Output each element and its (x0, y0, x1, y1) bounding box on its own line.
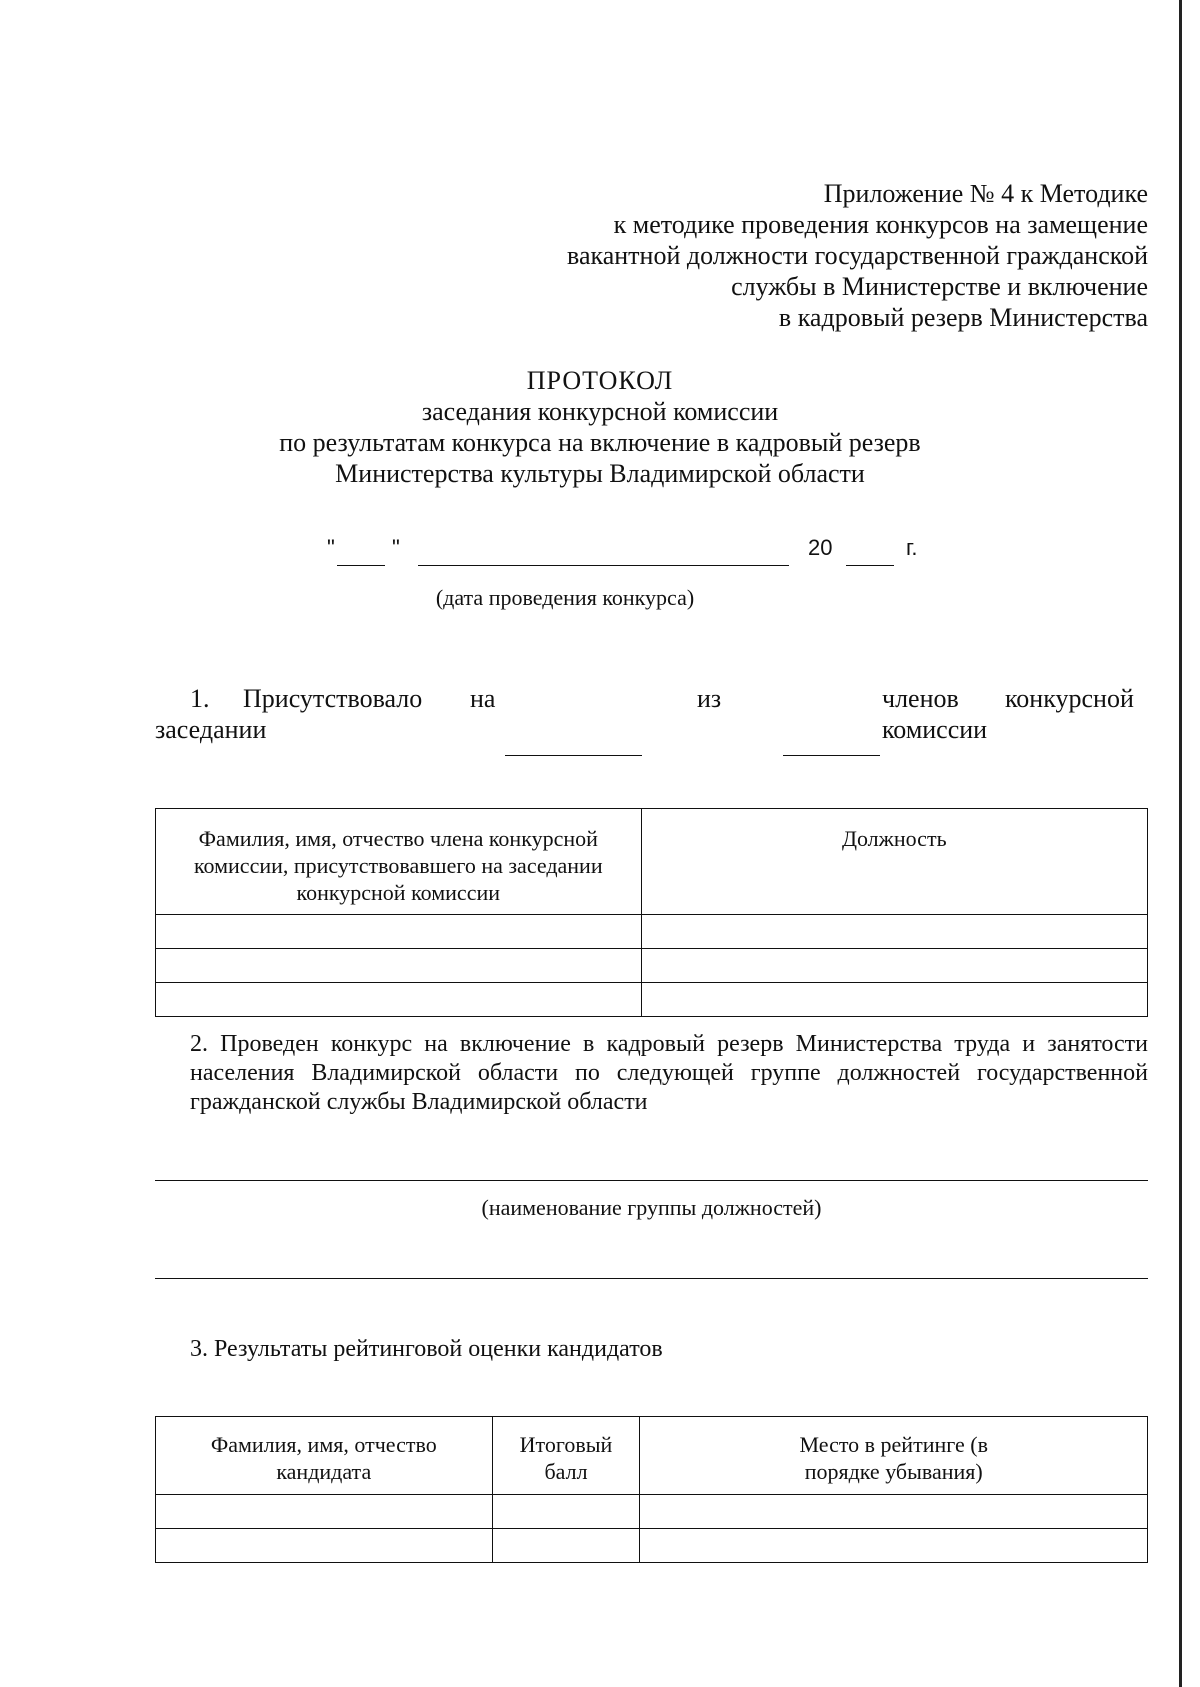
total-count-blank (783, 755, 880, 756)
year-prefix: 20 (808, 535, 833, 560)
table-cell[interactable] (156, 1529, 493, 1563)
table-cell[interactable] (641, 983, 1147, 1017)
table-cell[interactable] (156, 949, 642, 983)
rating-table (155, 1416, 1148, 1563)
protocol-subtitle-line: заседания конкурсной комиссии (421, 397, 779, 426)
section-1-word-commission: комиссии (882, 715, 988, 744)
appendix-line: в кадровый резерв Министерства (778, 303, 1148, 332)
position-group-blank-2 (155, 1278, 1148, 1279)
date-hint: (дата проведения конкурса) (435, 585, 695, 610)
section-1-word-meeting: заседании (155, 715, 267, 744)
section-1-word-competitive: конкурсной (1005, 684, 1134, 713)
column-header-label: Итоговый балл (519, 1432, 613, 1484)
quote-close: " (392, 535, 400, 560)
table-cell[interactable] (640, 1529, 1148, 1563)
table-row (156, 915, 1148, 949)
year-blank (846, 565, 894, 566)
column-header (156, 809, 642, 915)
column-header (492, 1417, 640, 1495)
section-1-word-present: Присутствовало (243, 684, 423, 713)
table-cell[interactable] (640, 1495, 1148, 1529)
column-header-label: Место в рейтинге (в порядке убывания) (799, 1432, 988, 1484)
position-group-blank (155, 1180, 1148, 1181)
section-1-number: 1. (190, 684, 210, 713)
table-cell[interactable] (156, 915, 642, 949)
protocol-title-block (0, 365, 1200, 489)
table-row (156, 949, 1148, 983)
column-header (156, 1417, 493, 1495)
appendix-line: к методике проведения конкурсов на замещение (613, 210, 1148, 239)
members-table (155, 808, 1148, 1017)
appendix-line: Приложение № 4 к Методике (823, 179, 1148, 208)
table-row (156, 1529, 1148, 1563)
table-cell[interactable] (156, 1495, 493, 1529)
table-row (156, 983, 1148, 1017)
section-1-word-members: членов (882, 684, 959, 713)
section-3-title: 3. Результаты рейтинговой оценки кандидатов (190, 1336, 663, 1362)
day-blank (337, 565, 385, 566)
protocol-subtitle-line: по результатам конкурса на включение в кадровый резерв (279, 428, 921, 457)
date-row (0, 535, 1200, 575)
year-suffix: г. (906, 535, 918, 560)
protocol-title: ПРОТОКОЛ (526, 366, 674, 395)
table-cell[interactable] (492, 1529, 640, 1563)
appendix-line: службы в Министерстве и включение (731, 272, 1148, 301)
section-1 (0, 683, 1200, 763)
table-row (156, 1495, 1148, 1529)
protocol-subtitle-line: Министерства культуры Владимирской области (335, 459, 865, 488)
column-header (641, 809, 1147, 915)
present-count-blank (505, 755, 642, 756)
column-header-label: Должность (841, 826, 947, 851)
column-header (640, 1417, 1148, 1495)
appendix-note (567, 178, 1148, 333)
table-header-row (156, 809, 1148, 915)
quote-open: " (327, 535, 335, 560)
column-header-label: Фамилия, имя, отчество члена конкурсной комиссии, присутствовавшего на заседании конкурсной комиссии (193, 826, 603, 905)
section-2-text: 2. Проведен конкурс на включение в кадровый резерв Министерства труда и занятости населения Владимирской области по следующей группе должностей государственной гражданской службы Владимирской области (190, 1031, 1148, 1115)
section-2 (155, 1030, 1148, 1117)
position-group-hint: (наименование группы должностей) (481, 1195, 822, 1220)
section-1-word-of: из (697, 684, 722, 713)
section-1-word-on: на (470, 684, 496, 713)
appendix-line: вакантной должности государственной гражданской (567, 241, 1148, 270)
table-cell[interactable] (641, 949, 1147, 983)
table-cell[interactable] (641, 915, 1147, 949)
table-cell[interactable] (156, 983, 642, 1017)
scan-edge-line (1179, 0, 1182, 1687)
column-header-label: Фамилия, имя, отчество кандидата (210, 1432, 437, 1484)
month-blank (418, 565, 789, 566)
table-header-row (156, 1417, 1148, 1495)
table-cell[interactable] (492, 1495, 640, 1529)
